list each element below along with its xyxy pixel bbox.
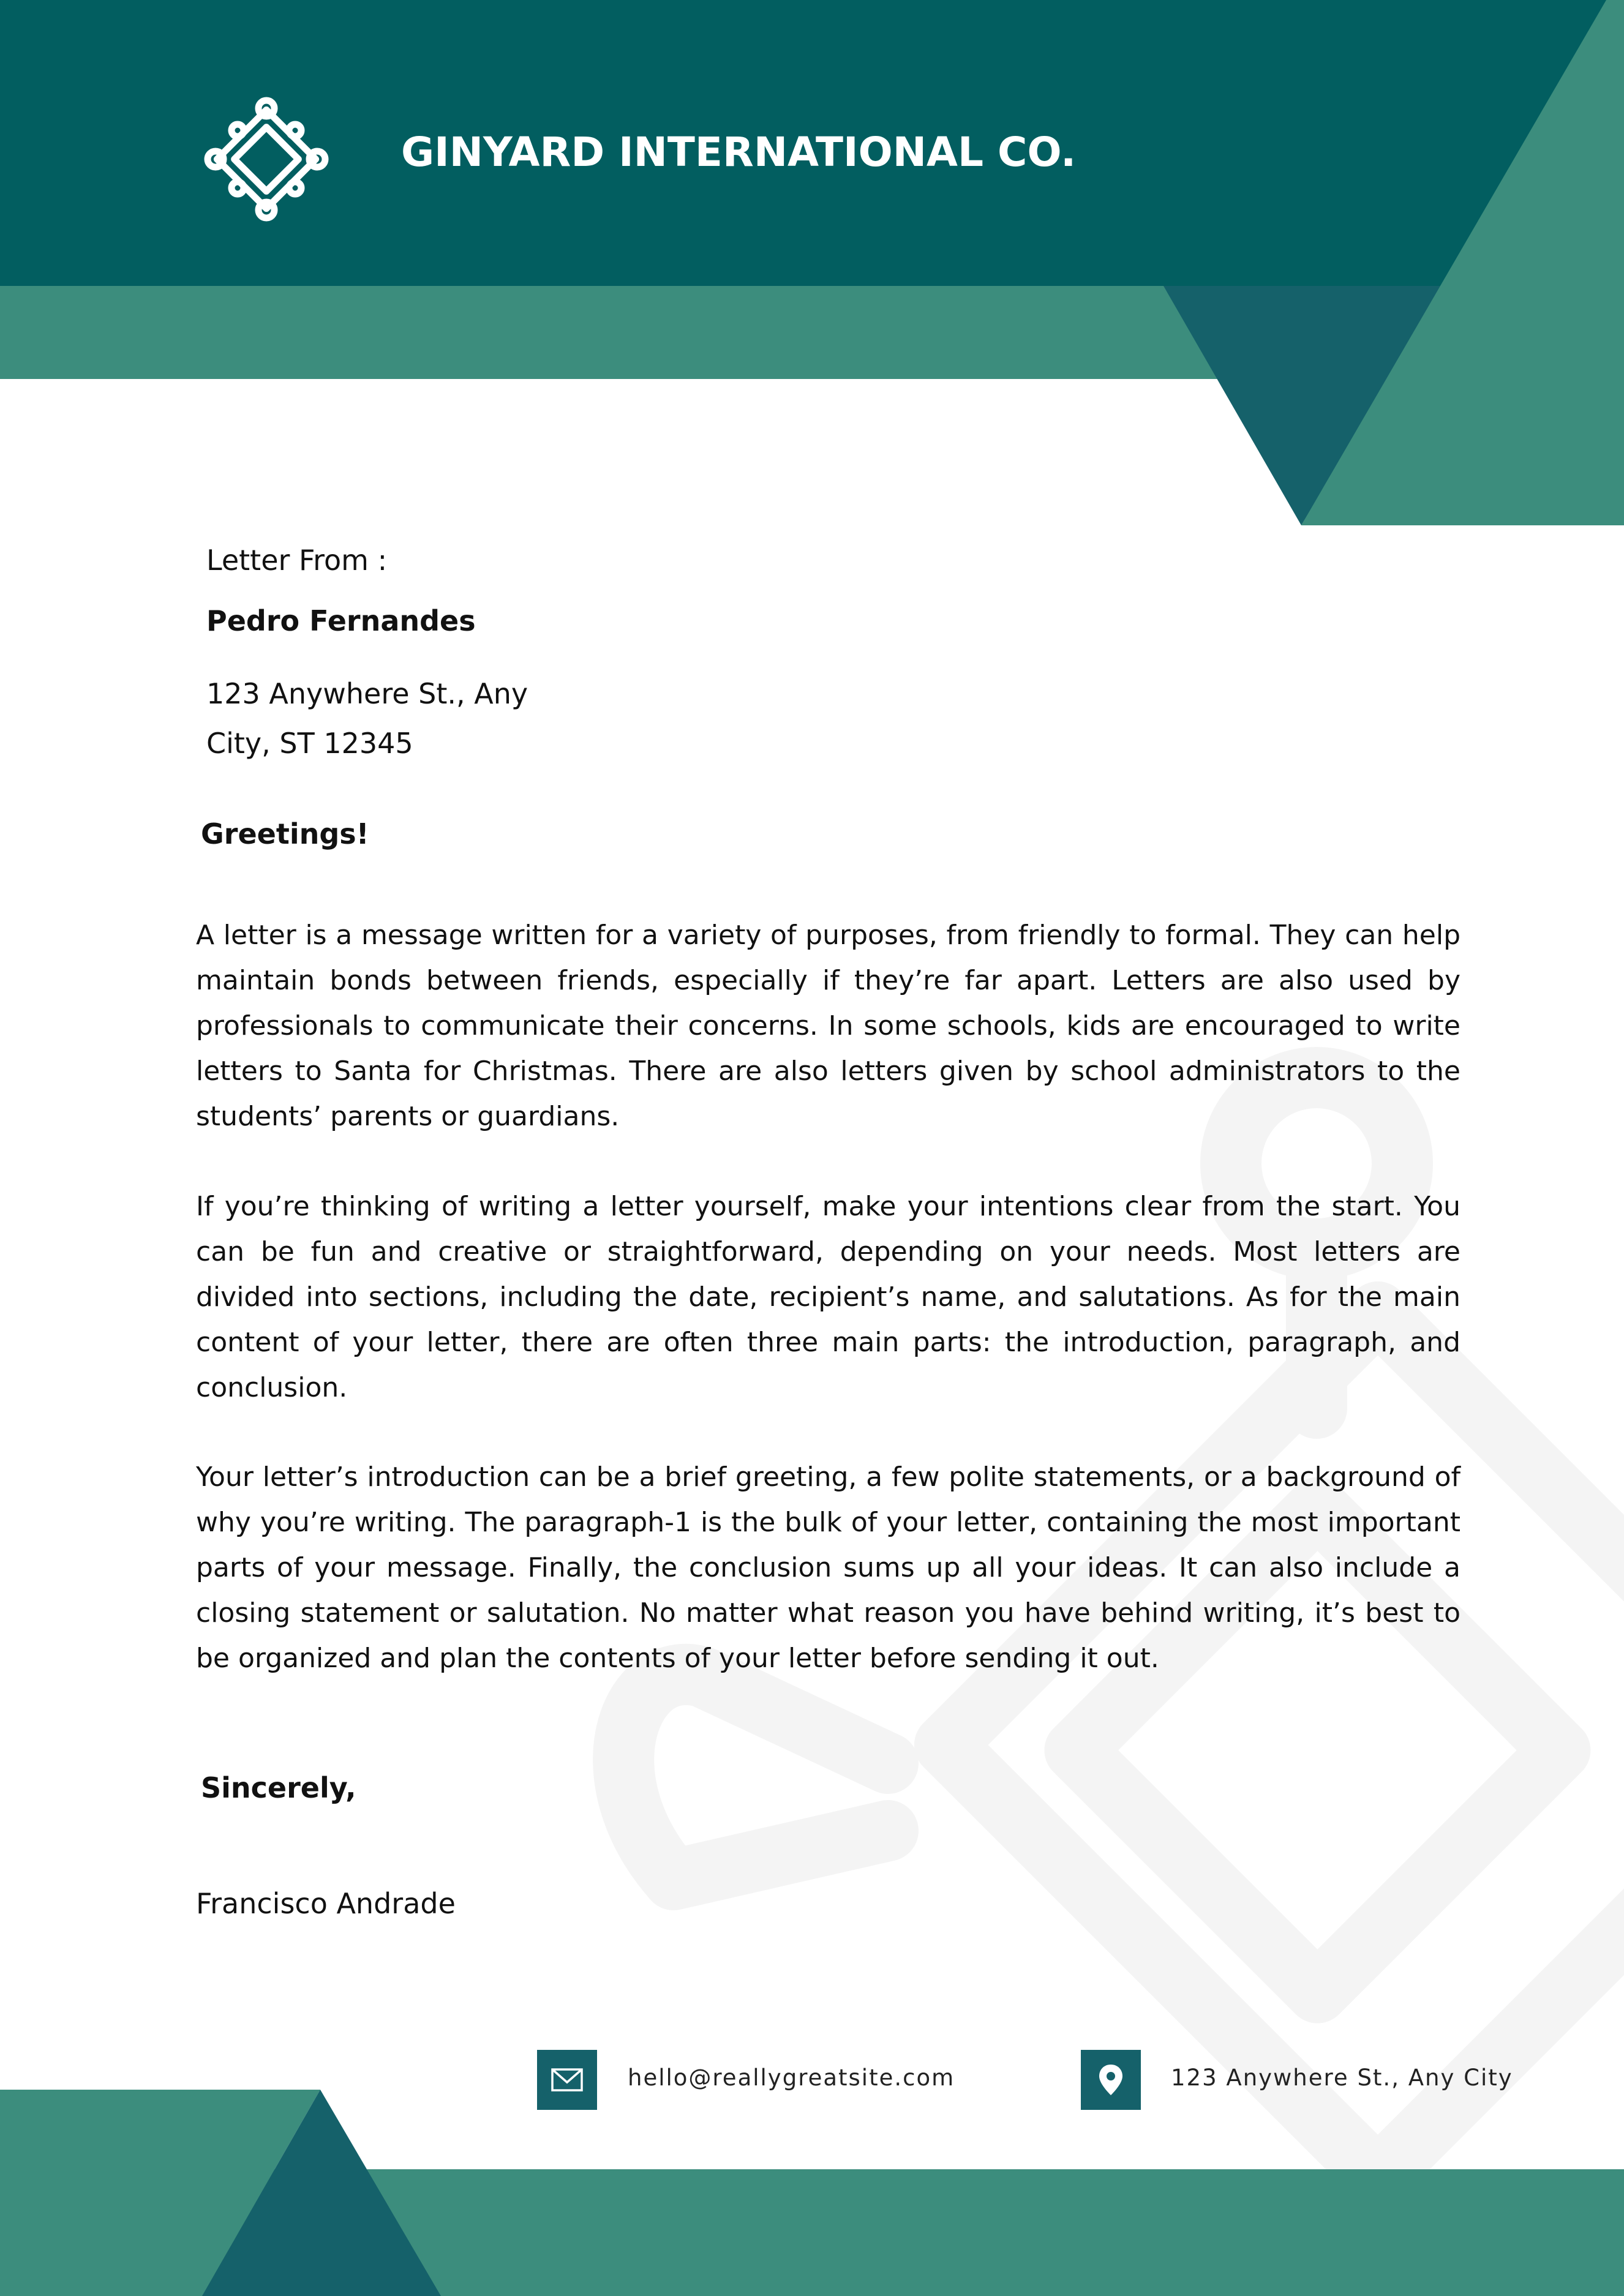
map-pin-icon — [1081, 2050, 1141, 2110]
sender-address-line2: City, ST 12345 — [206, 727, 413, 760]
body-paragraph-2: If you’re thinking of writing a letter yourself, make your intentions clear from the start. You can be fun and creative or straightforward, depending on your needs. Most letters are divided into sections, including the date, recipient’s name, and salutations. As for the main content of your letter, there are often three main parts: the introduction, paragraph, and conclusion. — [196, 1191, 1460, 1403]
envelope-icon — [537, 2050, 597, 2110]
company-logo-icon — [202, 95, 331, 223]
signature: Francisco Andrade — [196, 1887, 456, 1920]
letter-from-label: Letter From : — [206, 544, 388, 577]
sender-name: Pedro Fernandes — [206, 604, 476, 637]
company-name: GINYARD INTERNATIONAL CO. — [401, 129, 1077, 176]
greeting: Greetings! — [201, 817, 369, 850]
footer-email[interactable]: hello@reallygreatsite.com — [628, 2065, 955, 2091]
body-paragraph-1: A letter is a message written for a variety of purposes, from friendly to formal. They can help maintain bonds between friends, especially if they’re far apart. Letters are also used by professionals to communicate their concerns. In some schools, kids are encouraged to write letters to Santa for Christmas. There are also letters given by school administrators to the students’ parents or guardians. — [196, 920, 1460, 1132]
footer-address: 123 Anywhere St., Any City — [1171, 2065, 1513, 2091]
sender-address-line1: 123 Anywhere St., Any — [206, 677, 528, 710]
body-paragraph-3: Your letter’s introduction can be a brief greeting, a few polite statements, or a background of why you’re writing. The paragraph-1 is the bulk of your letter, containing the most important parts of your message. Finally, the conclusion sums up all your ideas. It can also include a closing statement or salutation. No matter what reason you have behind writing, it’s best to be organized and plan the contents of your letter before sending it out. — [196, 1461, 1460, 1674]
closing: Sincerely, — [201, 1771, 356, 1804]
header-stripe — [0, 286, 1225, 379]
